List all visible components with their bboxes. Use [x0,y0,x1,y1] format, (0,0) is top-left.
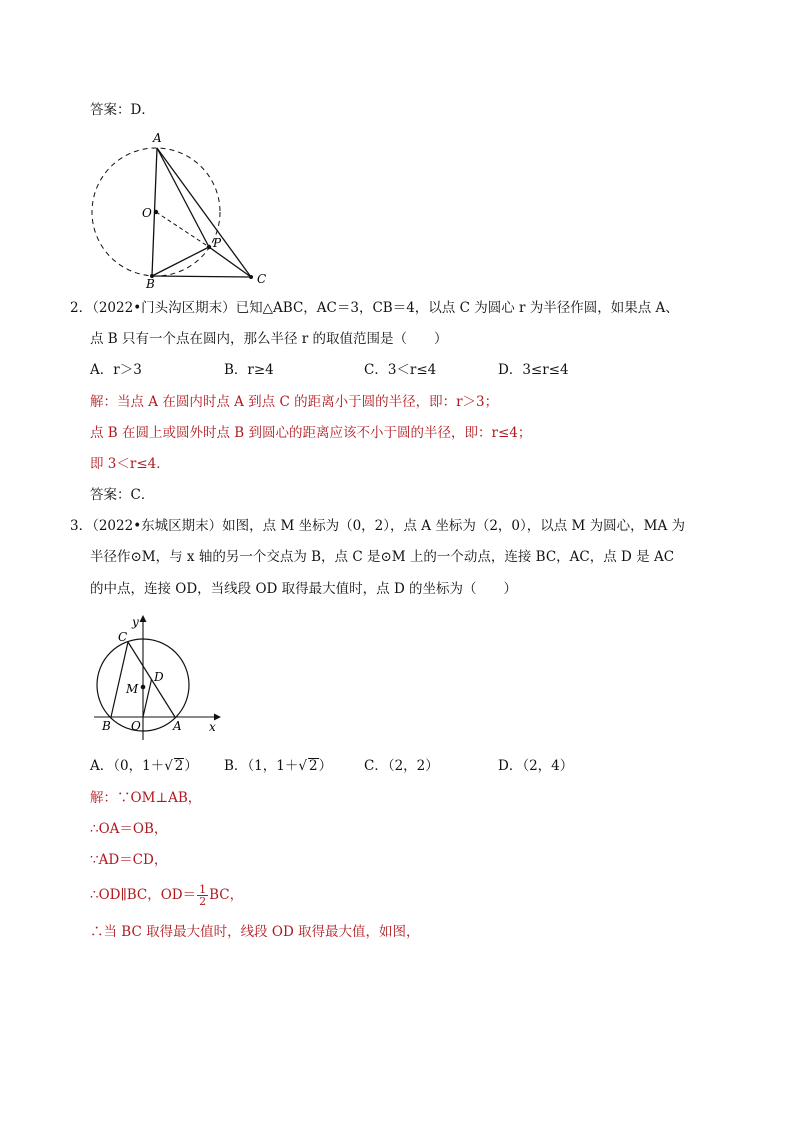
segment-ap [157,148,209,247]
q3-option-a-post: ） [184,758,198,774]
q3-stem-line2: 半径作⊙M，与 x 轴的另一个交点为 B，点 C 是⊙M 上的一个动点，连接 BC，AC，点 D 是 AC [90,549,675,565]
q1-answer: 答案：D． [90,102,155,118]
sqrt-sign: √ [164,758,173,774]
label-d: D [154,670,164,684]
q3-stem-line3: 的中点，连接 OD，当线段 OD 取得最大值时，点 D 的坐标为（ ） [90,581,518,597]
label-b: B [146,277,155,288]
segment-cp [209,247,251,277]
point-m [141,685,146,690]
q2-stem-line1: 2．（2022•门头沟区期末）已知△ABC，AC＝3，CB＝4，以点 C 为圆心 r 为半径作圆，如果点 A、 [70,300,679,316]
q2-option-c: C．3＜r≤4 [364,362,437,378]
q2-solution-line2: 点 B 在圆上或圆外时点 B 到圆心的距离应该不小于圆的半径，即：r≤4； [90,425,532,441]
segment-bc [111,642,128,717]
q2-stem-line2: 点 B 只有一个点在圆内，那么半径 r 的取值范围是（ ） [90,331,448,347]
q2-solution-line1: 解：当点 A 在圆内时点 A 到点 C 的距离小于圆的半径，即：r＞3； [90,394,499,410]
q2-answer: 答案：C． [90,487,155,503]
point-p [207,245,211,249]
label-p: P [213,236,222,250]
label-a: A [173,719,182,733]
segment-op-dashed [156,212,209,247]
label-o: O [131,719,141,733]
q3-option-c: C．（2，2） [364,758,439,774]
q3-figure [92,612,227,742]
q3-option-a [90,756,198,776]
q2-option-a: A．r＞3 [90,362,142,378]
q3-solution-line4-pre: ∴OD∥BC，OD＝ [90,887,197,903]
fraction-denominator: 2 [199,895,207,908]
point-o [154,210,158,214]
q3-option-b-pre: B．（1，1＋ [224,758,299,774]
point-c [249,275,253,279]
fraction-numerator: 1 [199,883,207,896]
q1-figure [85,128,275,288]
label-b: B [102,719,111,733]
label-x: x [209,720,216,734]
sqrt-sign: √ [298,758,307,774]
q3-solution-line4 [90,884,243,907]
q3-solution-line1: 解：∵OM⊥AB， [90,790,202,806]
q3-option-b-radicand: 2 [308,758,318,774]
label-c: C [118,630,128,644]
label-o: O [142,206,152,220]
fraction-one-half [197,884,208,907]
q2-option-b: B．r≥4 [224,362,274,378]
q3-solution-line4-post: BC， [209,887,244,903]
q2-option-d: D．3≤r≤4 [498,362,569,378]
q3-solution-line2: ∴OA＝OB， [90,821,168,837]
label-y: y [132,615,139,629]
q3-option-a-pre: A．（0，1＋ [90,758,165,774]
segment-ac [157,148,251,277]
label-m: M [126,682,139,696]
q3-stem-line1: 3．（2022•东城区期末）如图，点 M 坐标为（0，2），点 A 坐标为（2，0），以点 M 为圆心，MA 为 [70,518,686,534]
q3-option-a-radicand: 2 [174,758,184,774]
q2-solution-line3: 即 3＜r≤4． [90,456,170,472]
q3-option-d: D．（2，4） [498,758,574,774]
y-axis-arrow [140,615,147,622]
q3-solution-line5: ∴当 BC 取得最大值时，线段 OD 取得最大值，如图， [90,924,420,940]
q3-option-b [224,756,332,776]
label-c: C [257,272,267,286]
q3-solution-line3: ∵AD＝CD， [90,852,168,868]
segment-bc [152,276,251,277]
label-a: A [153,131,162,145]
q3-option-b-post: ） [318,758,333,774]
